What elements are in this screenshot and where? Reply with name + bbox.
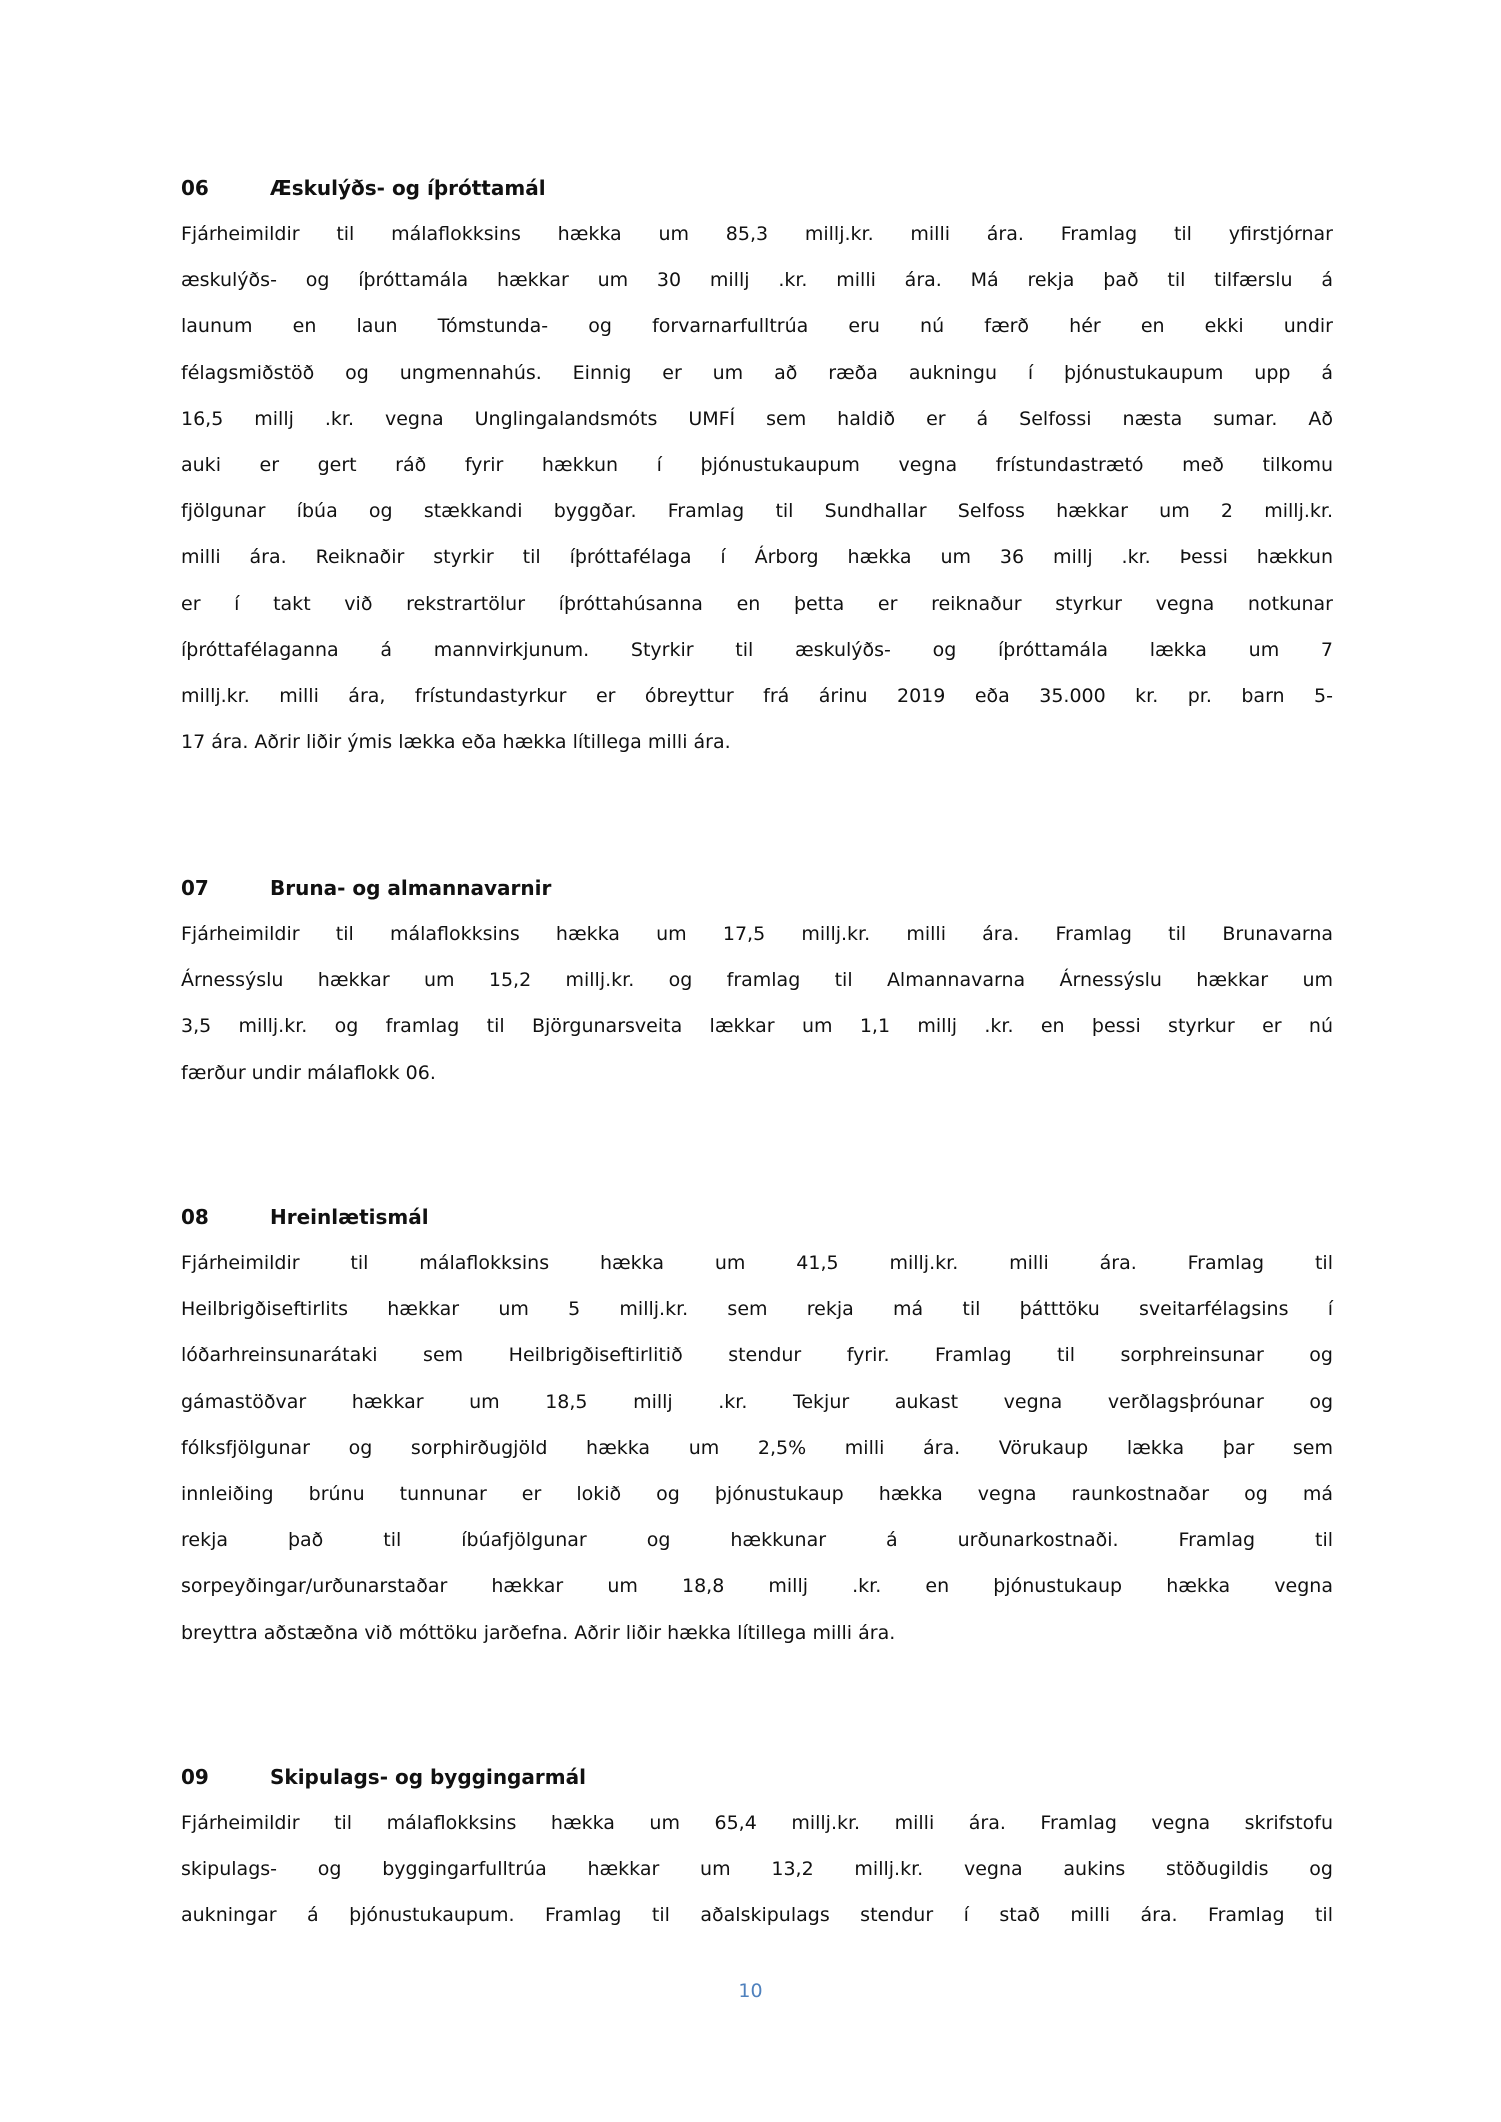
paragraph-line: sorpeyðingar/urðunarstaðar hækkar um 18,8 millj .kr. en þjónustukaup hækka vegna	[181, 1575, 1333, 1598]
paragraph-line: auki er gert ráð fyrir hækkun í þjónustukaupum vegna frístundastrætó með tilkomu	[181, 453, 1333, 476]
section-08	[181, 1194, 1333, 1656]
section-number: 07	[181, 876, 209, 900]
paragraph-line: lóðarhreinsunarátaki sem Heilbrigðiseftirlitið stendur fyrir. Framlag til sorphreinsunar og	[181, 1344, 1333, 1367]
section-number: 08	[181, 1205, 209, 1229]
section-number: 06	[181, 176, 209, 200]
paragraph-line: skipulags- og byggingarfulltrúa hækkar um 13,2 millj.kr. vegna aukins stöðugildis og	[181, 1858, 1333, 1881]
section-07	[181, 865, 1333, 1096]
section-number: 09	[181, 1765, 209, 1789]
section-heading	[181, 1194, 1333, 1240]
paragraph-line: Fjárheimildir til málaflokksins hækka um 17,5 millj.kr. milli ára. Framlag til Brunavarna	[181, 923, 1333, 945]
paragraph-line: er í takt við rekstrartölur íþróttahúsanna en þetta er reiknaður styrkur vegna notkunar	[181, 592, 1333, 615]
paragraph-line: launum en laun Tómstunda- og forvarnarfulltrúa eru nú færð hér en ekki undir	[181, 315, 1333, 338]
paragraph-line: Fjárheimildir til málaflokksins hækka um 41,5 millj.kr. milli ára. Framlag til	[181, 1252, 1333, 1274]
paragraph-line: innleiðing brúnu tunnunar er lokið og þjónustukaup hækka vegna raunkostnaðar og má	[181, 1482, 1333, 1505]
paragraph-line: gámastöðvar hækkar um 18,5 millj .kr. Tekjur aukast vegna verðlagsþróunar og	[181, 1390, 1333, 1413]
section-heading	[181, 1754, 1333, 1800]
paragraph-line: æskulýðs- og íþróttamála hækkar um 30 millj .kr. milli ára. Má rekja það til tilfærslu á	[181, 269, 1333, 292]
paragraph-line: Árnessýslu hækkar um 15,2 millj.kr. og framlag til Almannavarna Árnessýslu hækkar um	[181, 969, 1333, 992]
paragraph-line: Fjárheimildir til málaflokksins hækka um 85,3 millj.kr. milli ára. Framlag til yfirstjórnar	[181, 223, 1333, 245]
paragraph-line: rekja það til íbúafjölgunar og hækkunar á urðunarkostnaði. Framlag til	[181, 1529, 1333, 1552]
paragraph-line: millj.kr. milli ára, frístundastyrkur er óbreyttur frá árinu 2019 eða 35.000 kr. pr. barn 5-	[181, 684, 1333, 707]
section-title: Bruna- og almannavarnir	[270, 876, 552, 900]
paragraph-line: breyttra aðstæðna við móttöku jarðefna. Aðrir liðir hækka lítillega milli ára.	[181, 1621, 896, 1644]
paragraph-line: milli ára. Reiknaðir styrkir til íþróttafélaga í Árborg hækka um 36 millj .kr. Þessi hækkun	[181, 546, 1333, 569]
section-heading	[181, 865, 1333, 911]
paragraph-line: 3,5 millj.kr. og framlag til Björgunarsveita lækkar um 1,1 millj .kr. en þessi styrkur er nú	[181, 1015, 1333, 1038]
paragraph-line: fjölgunar íbúa og stækkandi byggðar. Framlag til Sundhallar Selfoss hækkar um 2 millj.kr.	[181, 500, 1333, 523]
section-title: Hreinlætismál	[270, 1205, 429, 1229]
page-number: 10	[738, 1980, 763, 2002]
section-heading	[181, 165, 1333, 211]
section-09	[181, 1754, 1333, 1939]
paragraph-line: félagsmiðstöð og ungmennahús. Einnig er um að ræða aukningu í þjónustukaupum upp á	[181, 361, 1333, 384]
paragraph-line: fólksfjölgunar og sorphirðugjöld hækka um 2,5% milli ára. Vörukaup lækka þar sem	[181, 1436, 1333, 1459]
paragraph-line: 17 ára. Aðrir liðir ýmis lækka eða hækka lítillega milli ára.	[181, 731, 731, 754]
section-06	[181, 165, 1333, 765]
paragraph-line: færður undir málaflokk 06.	[181, 1061, 436, 1084]
section-title: Æskulýðs- og íþróttamál	[270, 176, 546, 200]
paragraph-line: Heilbrigðiseftirlits hækkar um 5 millj.kr. sem rekja má til þátttöku sveitarfélagsins í	[181, 1298, 1333, 1321]
paragraph-line: aukningar á þjónustukaupum. Framlag til aðalskipulags stendur í stað milli ára. Framlag til	[181, 1904, 1333, 1927]
section-title: Skipulags- og byggingarmál	[270, 1765, 586, 1789]
paragraph-line: íþróttafélaganna á mannvirkjunum. Styrkir til æskulýðs- og íþróttamála lækka um 7	[181, 638, 1333, 661]
paragraph-line: 16,5 millj .kr. vegna Unglingalandsmóts UMFÍ sem haldið er á Selfossi næsta sumar. Að	[181, 407, 1333, 430]
paragraph-line: Fjárheimildir til málaflokksins hækka um 65,4 millj.kr. milli ára. Framlag vegna skrifstofu	[181, 1812, 1333, 1834]
